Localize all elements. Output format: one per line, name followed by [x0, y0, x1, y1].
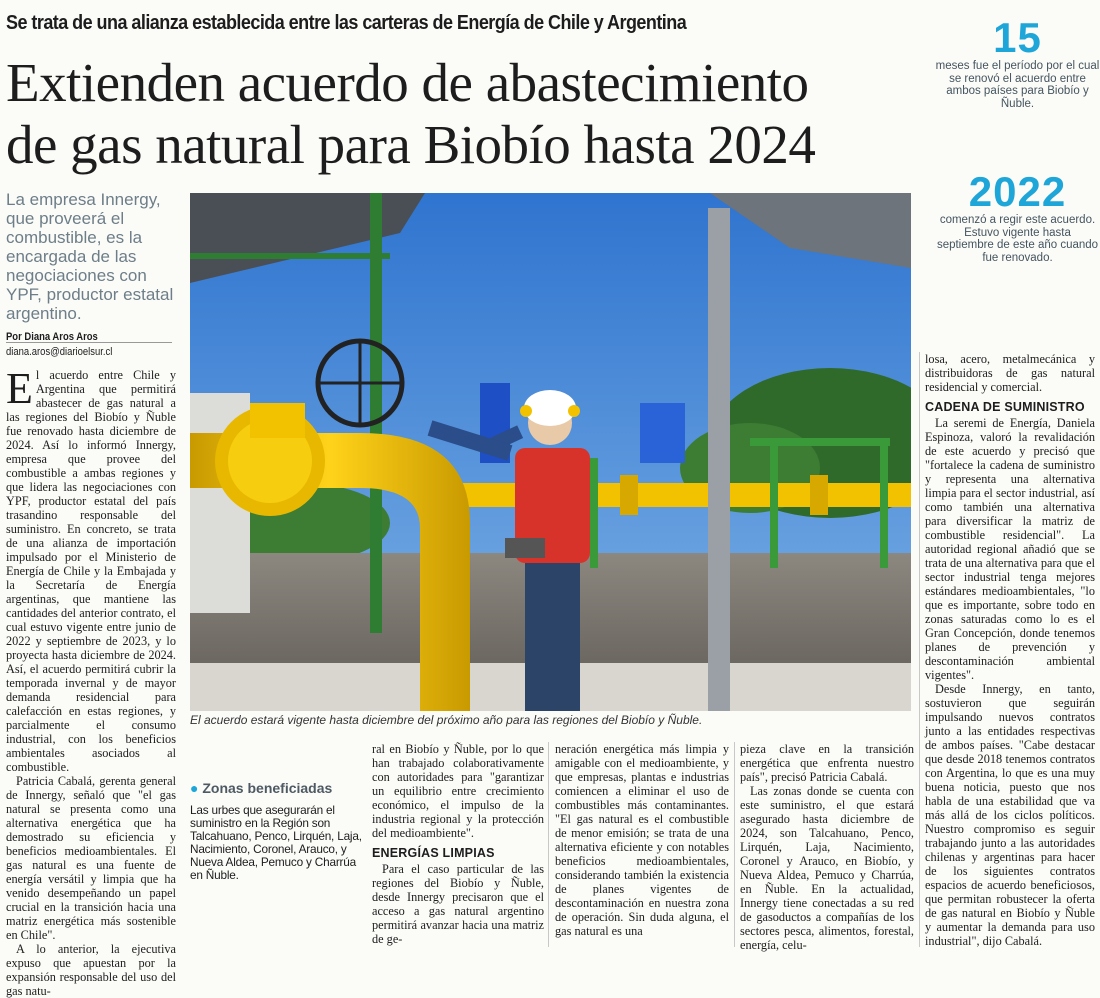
column-divider — [734, 742, 735, 947]
lead-summary: La empresa Innergy, que proveerá el combustible, es la encargada de las negociaciones con YPF, productor estatal argentino. — [6, 190, 174, 323]
stat-number: 15 — [993, 14, 1042, 61]
kicker: Se trata de una alianza establecida entre las carteras de Energía de Chile y Argentina — [6, 12, 687, 34]
paragraph: Desde Innergy, en tanto, sostuvieron que seguirán impulsando nuevos contratos junto a las entidades respectivas de ambos países. "Cabe destacar que desde 2018 tenemos contratos con Argentina, lo que es una muy buena noticia, puesto que nos habla de una estabilidad que va más allá de los ciclos políticos. Nuestro compromiso es seguir trabajando junto a las autoridades chilenas y argentinas para hacer de los siguientes contratos espacios de acuerdo beneficiosos, que permitan robustecer la oferta de gas natural en Biobío y Ñuble y aumentar la demanda para uso industrial", dijo Cabalá. — [925, 682, 1095, 948]
subheading: ENERGÍAS LIMPIAS — [372, 846, 495, 860]
article-column-4 — [555, 742, 729, 938]
author-email[interactable]: diana.aros@diarioelsur.cl — [6, 346, 113, 358]
paragraph: pieza clave en la transición energética que enfrenta nuestro país", precisó Patricia Cabalá. — [740, 742, 914, 784]
headline-line-2: de gas natural para Biobío hasta 2024 — [6, 114, 816, 175]
paragraph: losa, acero, metalmecánica y distribuidoras de gas natural residencial y comercial. — [925, 352, 1095, 394]
paragraph: ral en Biobío y Ñuble, por lo que han trabajado colaborativamente con autoridades para "garantizar un equilibrio entre crecimiento económico, el impulso de la industria regional y la protección del medioambiente". — [372, 742, 544, 840]
column-divider — [919, 352, 920, 947]
paragraph: Patricia Cabalá, gerenta general de Innergy, señaló que "el gas natural se presenta como una alternativa energética que ha demostrado su eficiencia y beneficios medioambientales. El gas natural es una fuente de energía versátil y limpia que ha venido desempeñando un papel crucial en la transición hacia una matriz energética más sostenible en Chile". — [6, 774, 176, 942]
paragraph: A lo anterior, la ejecutiva expuso que apuestan por la expansión responsable del uso del gas natu- — [6, 942, 176, 998]
article-column-3 — [372, 742, 544, 946]
stat-text: comenzó a regir este acuerdo. Estuvo vigente hasta septiembre de este año cuando fue renovado. — [936, 214, 1099, 264]
article-column-5 — [740, 742, 914, 952]
article-column-1 — [6, 364, 176, 998]
column-divider — [548, 742, 549, 947]
paragraph: Para el caso particular de las regiones del Biobío y Ñuble, desde Innergy precisaron que el acceso a gas natural argentino permitirá avanzar hacia una matriz de ge- — [372, 862, 544, 946]
paragraph: l acuerdo entre Chile y Argentina que permitirá abastecer de gas natural a las regiones del Biobío y Ñuble fue renovado hasta diciembre de 2024. Así lo informó Innergy, empresa que provee del combustible a ambas regiones y que lidera las negociaciones con YPF, productor estatal del país trasandino responsable del suministro. En concreto, se trata de una alianza de importación impulsado por el Ministerio de Energía de Chile y la Embajada y la Secretaría de Energía argentinas, que mantiene las cantidades del anterior contrato, el cual estuvo vigente entre junio de 2022 y septiembre de 2023, y lo proyecta hasta diciembre de 2024. Así, el acuerdo permitirá cubrir la temporada invernal y de mayor demanda residencial para calefacción en estas regiones, y parcialmente el consumo industrial, con los beneficios ambientales asociados al combustible. — [6, 368, 176, 774]
byline-rule — [6, 342, 172, 343]
article-column-6 — [925, 352, 1095, 948]
paragraph: neración energética más limpia y amigable con el medioambiente, y que empresas, plantas e industrias comiencen a eliminar el uso de combustibles más contaminantes. "El gas natural es el combustible de menor emisión; se trata de una alternativa eficiente y con notables beneficios medioambientales, considerando también la existencia de planes vigentes de descontaminación en nuestra zona de operación. Sin duda alguna, el gas natural es una — [555, 742, 729, 938]
paragraph: La seremi de Energía, Daniela Espinoza, valoró la revalidación de este acuerdo y precisó que "fortalece la cadena de suministro y representa una alternativa limpia para el sector industrial, así como también una alternativa para diversificar la matriz de combustible residencial". La autoridad regional añadió que se trata de una alternativa para que el sector industrial tenga mejores estándares medioambientales, "lo que es importante, sobre todo en zonas saturadas como lo es el Gran Concepción, donde tenemos planes de prevención y descontaminación ambiental vigentes". — [925, 416, 1095, 682]
stat-15 — [935, 16, 1100, 110]
info-box-zonas — [190, 780, 365, 882]
info-box-text: Las urbes que asegurarán el suministro en la Región son Talcahuano, Penco, Lirquén, Laja, Nacimiento, Coronel, Arauco, y Nueva Aldea, Pemuco y Charrúa en Ñuble. — [190, 803, 362, 882]
info-box-title: ● Zonas beneficiadas — [190, 780, 333, 796]
stat-2022 — [935, 170, 1100, 264]
photo-caption: El acuerdo estará vigente hasta diciembre del próximo año para las regiones del Biobío y Ñuble. — [190, 713, 703, 727]
stat-text: meses fue el período por el cual se renovó el acuerdo entre ambos países para Biobío y Ñuble. — [935, 60, 1100, 110]
paragraph: Las zonas donde se cuenta con este suministro, el que estará asegurado hasta diciembre de 2024, son Talcahuano, Penco, Lirquén, Laja, Nacimiento, Coronel y Arauco, en Biobío, y Nueva Aldea, Pemuco y Charrúa, en Ñuble. En la actualidad, Innergy tiene conectadas a su red de gasoductos a compañías de los sectores pesca, alimentos, forestal, energía, celu- — [740, 784, 914, 952]
byline: Por Diana Aros Aros — [6, 331, 98, 343]
gas-plant-illustration — [190, 193, 911, 711]
article-photo — [190, 193, 911, 711]
bullet-icon: ● — [190, 780, 199, 796]
subheading: CADENA DE SUMINISTRO — [925, 400, 1085, 414]
drop-cap: E — [6, 364, 33, 413]
stat-number: 2022 — [968, 168, 1067, 215]
headline-line-1: Extienden acuerdo de abastecimiento — [6, 52, 809, 113]
headline — [6, 52, 906, 176]
